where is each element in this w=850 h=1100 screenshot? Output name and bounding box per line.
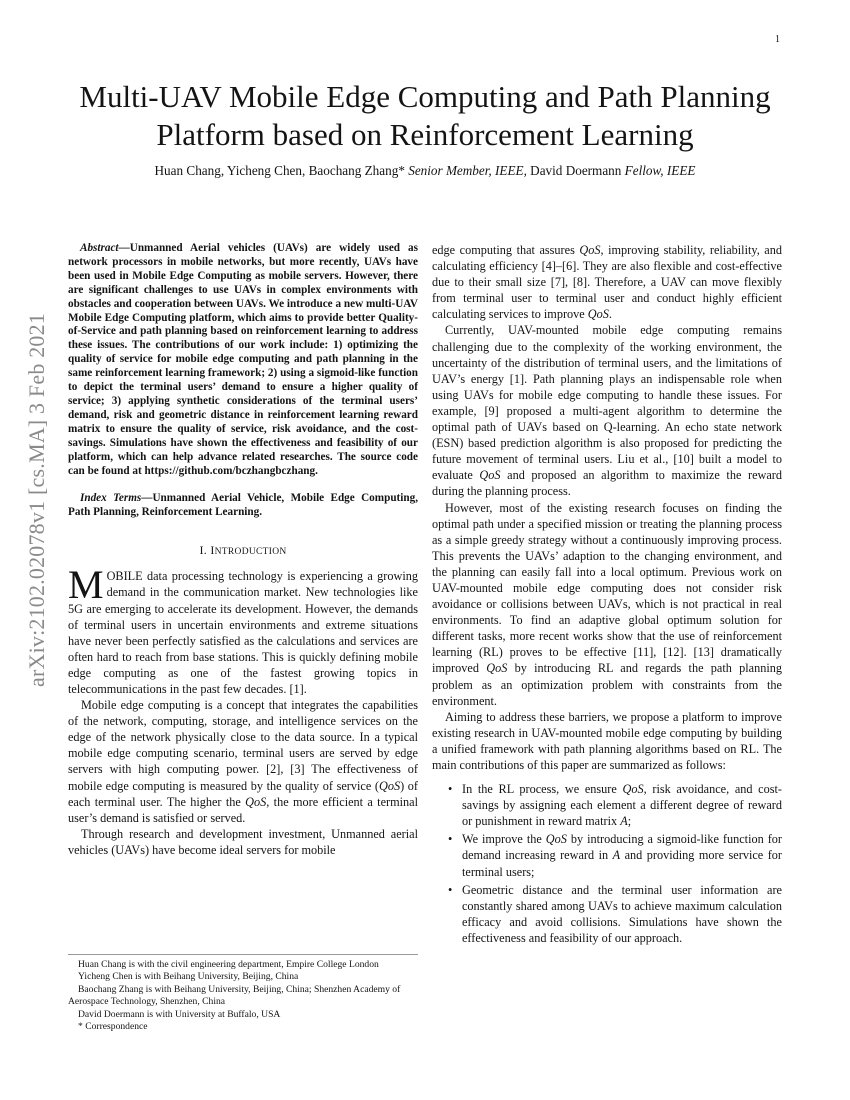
- arxiv-sidebar: [22, 300, 52, 700]
- footnote: Yicheng Chen is with Beihang University, Beijing, China: [78, 971, 299, 983]
- paper-title: Multi-UAV Mobile Edge Computing and Path Planning Platform based on Reinforcement Learning: [79, 79, 771, 152]
- arxiv-identifier: arXiv:2102.02078v1 [cs.MA] 3 Feb 2021: [24, 312, 49, 688]
- right-paragraph-3: However, most of the existing research focuses on finding the optimal path under a specified mission or treating the planning process as a simple greedy strategy without a continuously improving process. This prevents the UAVs’ adaption to the changing environment, and the planning can easily fall into a local optimum. Previous work on UAV-mounted mobile edge computing does not consider risk avoidance or collisions between UAVs, which is not practical in real environments. To find an adaptive global optimum solution for different tasks, more recent works show that the use of reinforcement learning (RL) proves to be effective [11], [12]. [13] dramatically improved QoS by introducing RL and regards the path planning problem as an optimization problem with constraints from the environment.: [432, 500, 782, 708]
- drop-cap: M: [68, 562, 104, 608]
- fellow-tag: Fellow, IEEE: [624, 163, 696, 178]
- index-terms-text: —Unmanned Aerial Vehicle, Mobile Edge Computing, Path Planning, Reinforcement Learning.: [68, 492, 418, 519]
- author-names: Huan Chang, Yicheng Chen, Baochang Zhang*: [154, 163, 405, 178]
- author-line: [60, 163, 790, 179]
- right-paragraph-2: Currently, UAV-mounted mobile edge computing remains challenging due to the complexity of the working environment, the uncertainty of the distribution of terminal users, and the limitations of UAV’s energy [1]. Path planning plays an indispensable role when using UAVs for mobile edge computing to handle these issues. For example, [9] proposed a multi-agent algorithm to determine the optimal path of UAVs based on Q-learning. An echo state network (ESN) based prediction algorithm is also proposed for predicting the future movement of terminal users. Liu et al., [10] built a model to evaluate QoS and proposed an algorithm to maximize the reward during the planning process.: [432, 323, 782, 499]
- index-terms: [68, 492, 418, 520]
- footnote: Huan Chang is with the civil engineering department, Empire College London: [78, 959, 379, 970]
- member-tag: Senior Member, IEEE,: [408, 163, 527, 178]
- list-item: • In the RL process, we ensure QoS, risk avoidance, and cost-savings by assigning each element a different degree of reward or punishment in reward matrix A;: [448, 781, 782, 829]
- footnote: David Doermann is with University at Buffalo, USA: [78, 1008, 281, 1020]
- left-column: [68, 242, 418, 858]
- abstract-label: Abstract: [80, 242, 119, 254]
- footnote: * Correspondence: [78, 1021, 148, 1033]
- page-number: 1: [775, 34, 780, 45]
- abstract: [68, 242, 418, 478]
- right-paragraph-1: edge computing that assures QoS, improving stability, reliability, and calculating efficiency [4]–[6]. They are also flexible and cost-effective due to their small size [7], [8]. Therefore, a UAV can move flexibly from terminal user to terminal user and conduct highly efficient calculating services to improve QoS.: [432, 243, 782, 322]
- footnote: Baochang Zhang is with Beihang University, Beijing, China; Shenzhen Academy of Aerospace Technology, Shenzhen, China: [68, 983, 401, 1008]
- contributions-list: [432, 781, 782, 946]
- intro-paragraph-1: MOBILE data processing technology is experiencing a growing demand in the communication market. New technologies like 5G are emerging to accelerate its development. However, the demands of terminal users in uncertain environments and extreme situations have never been perfectly satisfied as the calculations and services are often hard to reach from base stations. This is quickly defining mobile edge computing as one of the fastest growing topics in telecommunications in the past few decades. [1].: [68, 562, 418, 696]
- list-item: • We improve the QoS by introducing a sigmoid-like function for demand increasing reward in A and providing more service for terminal users;: [448, 831, 782, 879]
- abstract-text: —Unmanned Aerial vehicles (UAVs) are widely used as network processors in mobile networks, but more recently, UAVs have been used in Mobile Edge Computing as mobile servers. However, there are significant challenges to use UAVs in complex environments with obstacles and cooperation between UAVs. We introduce a new multi-UAV Mobile Edge Computing platform, which aims to provide better Quality-of-Service and path planning based on reinforcement learning to address these issues. The contributions of our work include: 1) optimizing the quality of service for mobile edge computing and path planning in the same reinforcement learning framework; 2) using a sigmoid-like function to depict the terminal users’ demand to ensure a higher quality of service; 3) applying synthetic considerations of the terminal users’ demand, risk and geometric distance in reinforcement learning reward matrix to ensure the quality of service, risk avoidance, and the cost-savings. Simulations have shown the effectiveness and feasibility of our platform, which can help advance related researches. The source code can be found at https://github.com/bczhangbczhang.: [68, 242, 418, 477]
- intro-paragraph-2: Mobile edge computing is a concept that integrates the capabilities of the network, computing, storage, and intelligence services on the edge of the network physically close to the data source. In a typical mobile edge computing scenario, terminal users are served by edge servers with high computing power. [2], [3] The effectiveness of mobile edge computing is measured by the quality of service (QoS) of each terminal user. The higher the QoS, the more efficient a terminal user’s demand is satisfied or served.: [68, 698, 418, 825]
- last-author: David Doermann: [530, 163, 622, 178]
- footnotes: [68, 954, 418, 1033]
- intro-paragraph-3: Through research and development investment, Unmanned aerial vehicles (UAVs) have become ideal servers for mobile: [68, 826, 418, 857]
- right-column: [432, 242, 782, 948]
- index-terms-label: Index Terms: [80, 492, 142, 505]
- section-heading: I. INTRODUCTION: [199, 543, 287, 558]
- right-paragraph-4: Aiming to address these barriers, we propose a platform to improve existing research in UAV-mounted mobile edge computing by building a unified framework with path planning algorithms based on RL. The main contributions of this paper are summarized as follows:: [432, 709, 782, 772]
- list-item: • Geometric distance and the terminal user information are constantly shared among UAVs to achieve maximum calculation efficacy and avoid collisions. Simulations have shown the effectiveness and feasibility of our approach.: [448, 882, 782, 946]
